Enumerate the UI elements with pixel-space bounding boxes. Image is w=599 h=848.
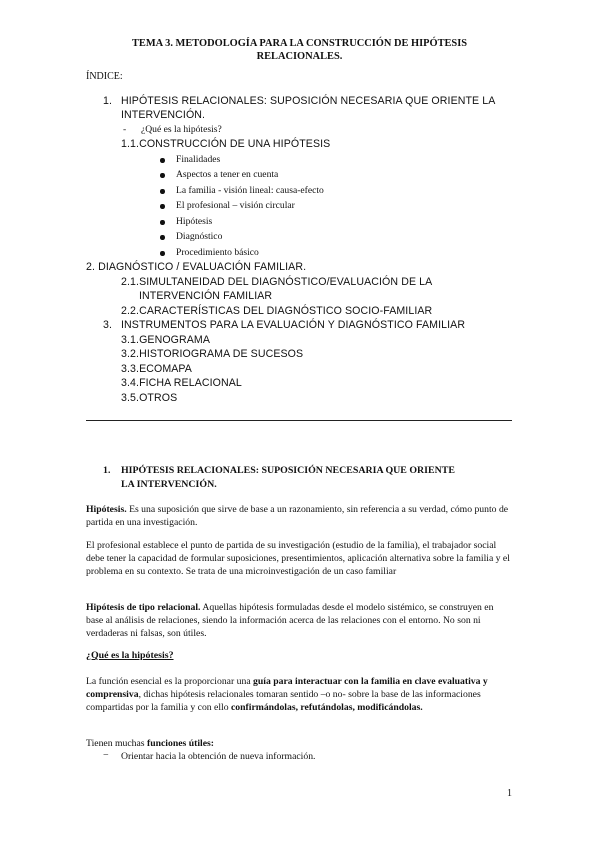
- p4-text-c: , dichas hipótesis relacionales tomaran sentido –o no- sobre la base de las informaciones compartidas por la familia y con ello: [86, 689, 481, 714]
- term-hipotesis: Hipótesis.: [86, 504, 127, 515]
- document-title-line-2: RELACIONALES.: [256, 51, 343, 62]
- toc-item-3-5: 3.5.OTROS: [121, 392, 178, 404]
- horizontal-divider: [86, 420, 512, 421]
- toc-dash: -: [123, 124, 127, 135]
- toc-item-2-1-line-2: INTERVENCIÓN FAMILIAR: [139, 290, 273, 302]
- toc-bullet-item: Hipótesis: [176, 216, 213, 227]
- definition-text: Es una suposición que sirve de base a un razonamiento, sin referencia a su verdad, cómo punto de partida en una investigación.: [86, 504, 509, 529]
- toc-item-2-1-line-1: 2.1.SIMULTANEIDAD DEL DIAGNÓSTICO/EVALUACIÓN DE LA: [121, 276, 433, 288]
- subheading-que-es-hipotesis: ¿Qué es la hipótesis?: [86, 650, 174, 661]
- toc-bullet-item: Finalidades: [176, 154, 221, 165]
- toc-item-3-1: 3.1.GENOGRAMA: [121, 334, 211, 346]
- section-1-heading-line-2: LA INTERVENCIÓN.: [121, 479, 217, 490]
- toc-item-1-number: 1.: [103, 95, 113, 107]
- paragraph-profesional: El profesional establece el punto de partida de su investigación (estudio de la familia), el trabajador social debe tener la capacidad de formular suposiciones, presentimientos, aplicación alternativa sobre la familia y el problema en su contexto. Se trata de una microinvestigación de un caso familiar: [86, 540, 510, 578]
- bullet-dot: [160, 173, 165, 178]
- bullet-dot: [160, 189, 165, 194]
- p5-bold: funciones útiles:: [147, 738, 215, 749]
- toc-item-2: 2. DIAGNÓSTICO / EVALUACIÓN FAMILIAR.: [86, 261, 307, 273]
- toc-item-3-number: 3.: [103, 319, 113, 331]
- toc-item-1-line-1: HIPÓTESIS RELACIONALES: SUPOSICIÓN NECESARIA QUE ORIENTE LA: [121, 95, 496, 107]
- list-item-orientar: Orientar hacia la obtención de nueva información.: [121, 751, 316, 762]
- bullet-dot: [160, 235, 165, 240]
- toc-item-3-4: 3.4.FICHA RELACIONAL: [121, 377, 242, 389]
- index-heading: ÍNDICE:: [86, 71, 123, 82]
- toc-item-1-1: 1.1.CONSTRUCCIÓN DE UNA HIPÓTESIS: [121, 138, 331, 150]
- toc-bullet-item: El profesional – visión circular: [176, 200, 295, 211]
- toc-item-3-3: 3.3.ECOMAPA: [121, 363, 192, 375]
- toc-item-2-2: 2.2.CARACTERÍSTICAS DEL DIAGNÓSTICO SOCIO-FAMILIAR: [121, 305, 433, 317]
- bullet-dot: [160, 251, 165, 256]
- list-dash: −: [103, 750, 109, 761]
- relacional-text: Aquellas hipótesis formuladas desde el modelo sistémico, se construyen en base al análisis de relaciones, siendo la información acerca de las relaciones con el entorno. No son ni verdaderas ni falsas, son útiles.: [86, 602, 494, 640]
- paragraph-funcion-esencial: [86, 675, 512, 715]
- bullet-dot: [160, 204, 165, 209]
- toc-que-es-hipotesis: ¿Qué es la hipótesis?: [141, 124, 222, 135]
- p4-bold-confirmandolas: confirmándolas, refutándolas, modificándolas.: [231, 702, 423, 714]
- bullet-dot: [160, 158, 165, 163]
- p5-text: Tienen muchas: [86, 738, 147, 749]
- toc-item-3: INSTRUMENTOS PARA LA EVALUACIÓN Y DIAGNÓSTICO FAMILIAR: [121, 319, 466, 331]
- toc-bullet-item: Procedimiento básico: [176, 247, 259, 258]
- paragraph-funciones-utiles: [86, 737, 512, 750]
- paragraph-hipotesis-relacional: [86, 601, 512, 641]
- toc-item-3-2: 3.2.HISTORIOGRAMA DE SUCESOS: [121, 348, 304, 360]
- paragraph-hipotesis-definition: [86, 503, 512, 529]
- section-1-heading-line-1: HIPÓTESIS RELACIONALES: SUPOSICIÓN NECESARIA QUE ORIENTE: [121, 465, 455, 476]
- document-title-line-1: TEMA 3. METODOLOGÍA PARA LA CONSTRUCCIÓN DE HIPÓTESIS: [131, 38, 468, 49]
- page-number: 1: [507, 788, 512, 799]
- toc-bullet-item: La familia - visión lineal: causa-efecto: [176, 185, 324, 196]
- p4-text-a: La función esencial es la proporcionar una: [86, 676, 254, 687]
- term-hipotesis-relacional: Hipótesis de tipo relacional.: [86, 602, 201, 613]
- toc-bullet-item: Diagnóstico: [176, 231, 223, 242]
- toc-item-1-line-2: INTERVENCIÓN.: [121, 109, 206, 121]
- p4-bold-guia: guía para interactuar con la familia en clave evaluativa y comprensiva: [86, 676, 488, 701]
- toc-bullet-item: Aspectos a tener en cuenta: [176, 169, 279, 180]
- bullet-dot: [160, 220, 165, 225]
- section-1-number: 1.: [103, 465, 111, 476]
